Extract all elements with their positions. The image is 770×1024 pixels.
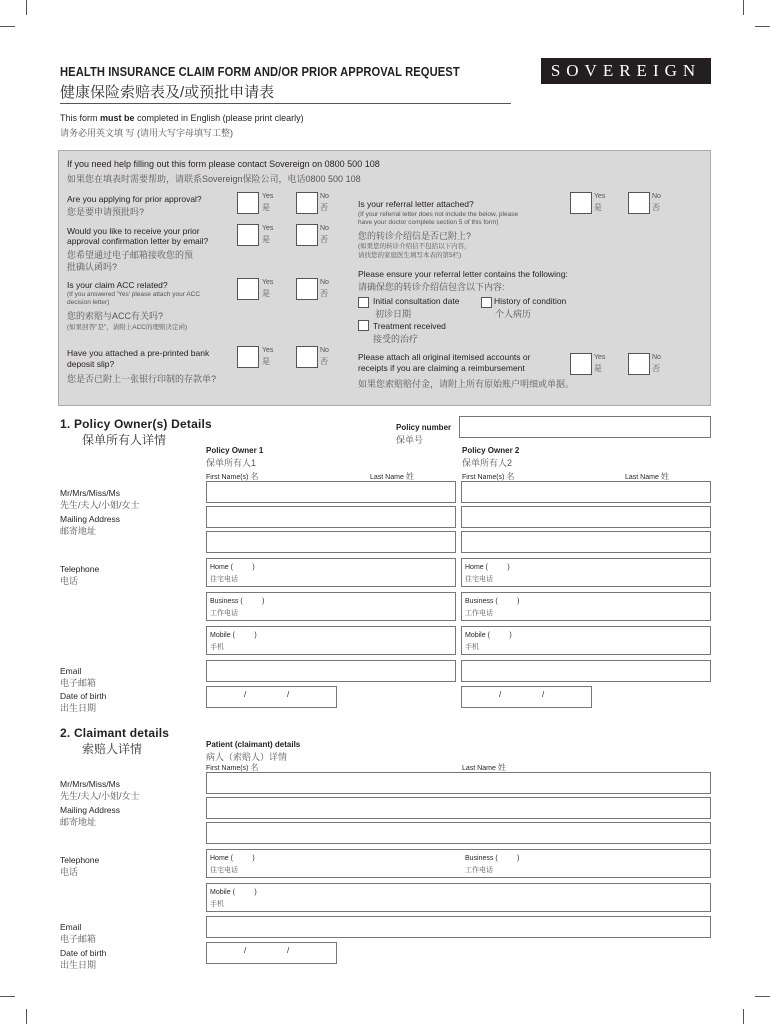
business-phone-label-cn: 工作电话 [465, 867, 493, 874]
date-slash: / [499, 690, 502, 699]
acc-no-checkbox[interactable] [296, 278, 318, 300]
date-slash: / [287, 946, 290, 955]
claimant-dob-label-cn: 出生日期 [60, 960, 97, 970]
owner2-mobile-input[interactable] [461, 626, 711, 655]
business-phone-label: Business ( ) [465, 598, 520, 605]
yes-label-cn: 是 [262, 203, 270, 212]
crop-mark [743, 0, 744, 15]
mobile-label: Mobile ( ) [210, 632, 257, 639]
title-label: Mr/Mrs/Miss/Ms [60, 488, 120, 498]
patient-heading: Patient (claimant) details [206, 740, 301, 749]
treatment-label: Treatment received [373, 321, 446, 331]
claimant-email-label-cn: 电子邮箱 [60, 934, 97, 944]
email-yes-checkbox[interactable] [237, 224, 259, 246]
no-label-cn: 否 [320, 235, 328, 244]
crop-mark [26, 1009, 27, 1024]
no-label-cn: 否 [320, 289, 328, 298]
owner1-home-phone-input[interactable] [206, 558, 456, 587]
prior-approval-no-checkbox[interactable] [296, 192, 318, 214]
crop-mark [0, 26, 15, 27]
no-label-cn: 否 [652, 364, 660, 373]
patient-heading-cn: 病人（索赔人）详情 [206, 752, 288, 762]
history-label-cn: 个人病历 [495, 309, 532, 319]
owner2-first-name-label: First Name(s) 名 [462, 472, 515, 481]
claimant-address-label-cn: 邮寄地址 [60, 817, 97, 827]
policy-number-input[interactable] [459, 416, 711, 438]
date-slash: / [287, 690, 290, 699]
owner2-last-name-label: Last Name 姓 [625, 472, 669, 481]
referral-yes-checkbox[interactable] [570, 192, 592, 214]
owner2-heading: Policy Owner 2 [462, 446, 520, 455]
q-referral-note-line2: have your doctor complete section 5 of this form) [358, 219, 499, 226]
business-phone-label: Business ( ) [465, 855, 520, 862]
owner1-name-input[interactable] [206, 481, 456, 503]
treatment-checkbox[interactable] [358, 320, 369, 331]
owner2-address-input-1[interactable] [461, 506, 711, 528]
acc-yes-checkbox[interactable] [237, 278, 259, 300]
home-phone-label-cn: 住宅电话 [210, 576, 238, 583]
q-acc-note-line1: (If you answered 'Yes' please attach your ACC [67, 291, 201, 298]
bank-yes-checkbox[interactable] [237, 346, 259, 368]
yes-label: Yes [262, 193, 274, 200]
reimbursement-yes-checkbox[interactable] [570, 353, 592, 375]
crop-mark [0, 996, 15, 997]
no-label-cn: 否 [652, 203, 660, 212]
policy-number-label: Policy number [396, 423, 452, 432]
claimant-dob-input[interactable] [206, 942, 337, 964]
email-no-checkbox[interactable] [296, 224, 318, 246]
yes-label-cn: 是 [594, 364, 602, 373]
no-label: No [320, 347, 329, 354]
instruction: This form must be completed in English (please print clearly) [60, 113, 304, 123]
yes-label: Yes [262, 225, 274, 232]
owner2-email-input[interactable] [461, 660, 711, 682]
help-line-cn: 如果您在填表时需要帮助，请联系Sovereign保险公司，电话0800 500 108 [67, 174, 361, 184]
q-email-cn-line2: 批确认函吗? [67, 262, 118, 272]
claimant-title-label-cn: 先生/夫人/小姐/女士 [60, 791, 140, 801]
history-checkbox[interactable] [481, 297, 492, 308]
no-label: No [320, 225, 329, 232]
owner2-name-input[interactable] [461, 481, 711, 503]
history-label: History of condition [494, 296, 567, 306]
home-phone-label-cn: 住宅电话 [465, 576, 493, 583]
owner2-address-input-2[interactable] [461, 531, 711, 553]
claimant-address-label: Mailing Address [60, 805, 121, 815]
home-phone-label: Home ( ) [210, 564, 255, 571]
yes-label-cn: 是 [262, 357, 270, 366]
yes-label: Yes [262, 279, 274, 286]
claimant-first-name-label: First Name(s) 名 [206, 763, 259, 772]
q-acc-cn: 您的索赔与ACC有关吗? [67, 311, 164, 321]
owner2-heading-cn: 保单所有人2 [462, 458, 513, 468]
crop-mark [26, 0, 27, 15]
home-phone-label: Home ( ) [465, 564, 510, 571]
address-label-cn: 邮寄地址 [60, 526, 97, 536]
attach-cn: 如果您索赔赔付金，请附上所有原始账户明细或单据。 [358, 379, 575, 389]
yes-label-cn: 是 [262, 289, 270, 298]
no-label: No [320, 193, 329, 200]
crop-mark [743, 1009, 744, 1024]
crop-mark [755, 996, 770, 997]
q-referral-cn: 您的转诊介绍信是否已附上? [358, 231, 472, 241]
mobile-label: Mobile ( ) [210, 889, 257, 896]
dob-label: Date of birth [60, 691, 107, 701]
q-acc: Is your claim ACC related? [67, 280, 168, 290]
claimant-email-input[interactable] [206, 916, 711, 938]
title-label-cn: 先生/夫人/小姐/女士 [60, 500, 140, 510]
claimant-address-input-1[interactable] [206, 797, 711, 819]
q-acc-note-cn: (如果回答"是"，请附上ACC的理赔决定函) [67, 324, 188, 331]
yes-label: Yes [594, 354, 606, 361]
mobile-label-cn: 手机 [210, 901, 224, 908]
initial-consultation-label: Initial consultation date [373, 296, 460, 306]
q-bank-line1: Have you attached a pre-printed bank [67, 348, 210, 358]
brand-logo: SOVEREIGN [541, 58, 711, 84]
q-referral-note-line1: (If your referral letter does not include the below, please [358, 211, 519, 218]
q-bank-line2: deposit slip? [67, 359, 115, 369]
claimant-name-input[interactable] [206, 772, 711, 794]
owner1-address-input-1[interactable] [206, 506, 456, 528]
ensure-referral-cn: 请确保您的转诊介绍信包含以下内容: [358, 282, 505, 292]
owner1-email-input[interactable] [206, 660, 456, 682]
help-line: If you need help filling out this form please contact Sovereign on 0800 500 108 [67, 159, 380, 169]
initial-consultation-label-cn: 初诊日期 [375, 309, 412, 319]
no-label: No [320, 279, 329, 286]
mobile-label: Mobile ( ) [465, 632, 512, 639]
yes-label-cn: 是 [594, 203, 602, 212]
email-label-cn: 电子邮箱 [60, 678, 97, 688]
section2-title-cn: 索赔人详情 [82, 742, 143, 756]
claimant-address-input-2[interactable] [206, 822, 711, 844]
email-label: Email [60, 666, 82, 676]
q-email-line2: approval confirmation letter by email? [67, 236, 209, 246]
owner1-mobile-input[interactable] [206, 626, 456, 655]
q-prior-approval-cn: 您是要申请预批吗? [67, 207, 145, 217]
q-referral-note-cn-line2: 请找您的家庭医生填写本表的第5栏) [358, 252, 462, 259]
q-prior-approval: Are you applying for prior approval? [67, 194, 202, 204]
claimant-email-label: Email [60, 922, 82, 932]
owner2-dob-input[interactable] [461, 686, 592, 708]
attach-line2: receipts if you are claiming a reimbursement [358, 363, 525, 373]
referral-no-checkbox[interactable] [628, 192, 650, 214]
owner1-first-name-label: First Name(s) 名 [206, 472, 259, 481]
yes-label-cn: 是 [262, 235, 270, 244]
telephone-label-cn: 电话 [60, 576, 79, 586]
section1-title-cn: 保单所有人详情 [82, 433, 167, 447]
business-phone-label-cn: 工作电话 [210, 610, 238, 617]
mobile-label-cn: 手机 [465, 644, 479, 651]
q-bank-cn: 您是否已附上一张银行印制的存款单? [67, 374, 217, 384]
policy-number-label-cn: 保单号 [396, 435, 424, 445]
address-label: Mailing Address [60, 514, 121, 524]
owner1-heading-cn: 保单所有人1 [206, 458, 257, 468]
claimant-telephone-label: Telephone [60, 855, 100, 865]
business-phone-label: Business ( ) [210, 598, 265, 605]
yes-label: Yes [262, 347, 274, 354]
owner1-heading: Policy Owner 1 [206, 446, 264, 455]
telephone-label: Telephone [60, 564, 100, 574]
form-title: HEALTH INSURANCE CLAIM FORM AND/OR PRIOR APPROVAL REQUEST [60, 64, 460, 79]
prior-approval-yes-checkbox[interactable] [237, 192, 259, 214]
q-acc-note-line2: decision letter) [67, 299, 110, 306]
claimant-mobile-input[interactable] [206, 883, 711, 912]
ensure-referral: Please ensure your referral letter contains the following: [358, 269, 568, 279]
q-referral: Is your referral letter attached? [358, 199, 474, 209]
no-label: No [652, 354, 661, 361]
crop-mark [755, 26, 770, 27]
instruction-cn: 请务必用英文填 写 (请用大写字母填写工整) [60, 128, 233, 138]
date-slash: / [542, 690, 545, 699]
owner1-address-input-2[interactable] [206, 531, 456, 553]
section2-title: 2. Claimant details [60, 726, 170, 740]
bank-no-checkbox[interactable] [296, 346, 318, 368]
reimbursement-no-checkbox[interactable] [628, 353, 650, 375]
mobile-label-cn: 手机 [210, 644, 224, 651]
q-email-cn-line1: 您希望通过电子邮箱接收您的预 [67, 250, 194, 260]
date-slash: / [244, 690, 247, 699]
owner2-business-phone-input[interactable] [461, 592, 711, 621]
owner1-business-phone-input[interactable] [206, 592, 456, 621]
initial-consultation-checkbox[interactable] [358, 297, 369, 308]
q-referral-note-cn-line1: (如果您的转诊介绍信不包括以下内容， [358, 243, 471, 250]
claimant-phone-input[interactable] [206, 849, 711, 878]
dob-label-cn: 出生日期 [60, 703, 97, 713]
form-title-cn: 健康保险索赔表及/或预批申请表 [60, 84, 275, 101]
attach-line1: Please attach all original itemised accounts or [358, 352, 531, 362]
no-label: No [652, 193, 661, 200]
q-email-line1: Would you like to receive your prior [67, 226, 200, 236]
owner1-dob-input[interactable] [206, 686, 337, 708]
section1-title: 1. Policy Owner(s) Details [60, 417, 212, 431]
owner1-last-name-label: Last Name 姓 [370, 472, 414, 481]
no-label-cn: 否 [320, 203, 328, 212]
treatment-label-cn: 接受的治疗 [373, 334, 419, 344]
date-slash: / [244, 946, 247, 955]
claimant-telephone-label-cn: 电话 [60, 867, 79, 877]
claimant-dob-label: Date of birth [60, 948, 107, 958]
home-phone-label: Home ( ) [210, 855, 255, 862]
business-phone-label-cn: 工作电话 [465, 610, 493, 617]
yes-label: Yes [594, 193, 606, 200]
claimant-last-name-label: Last Name 姓 [462, 763, 506, 772]
home-phone-label-cn: 住宅电话 [210, 867, 238, 874]
no-label-cn: 否 [320, 357, 328, 366]
owner2-home-phone-input[interactable] [461, 558, 711, 587]
claimant-title-label: Mr/Mrs/Miss/Ms [60, 779, 120, 789]
title-rule [60, 103, 511, 104]
